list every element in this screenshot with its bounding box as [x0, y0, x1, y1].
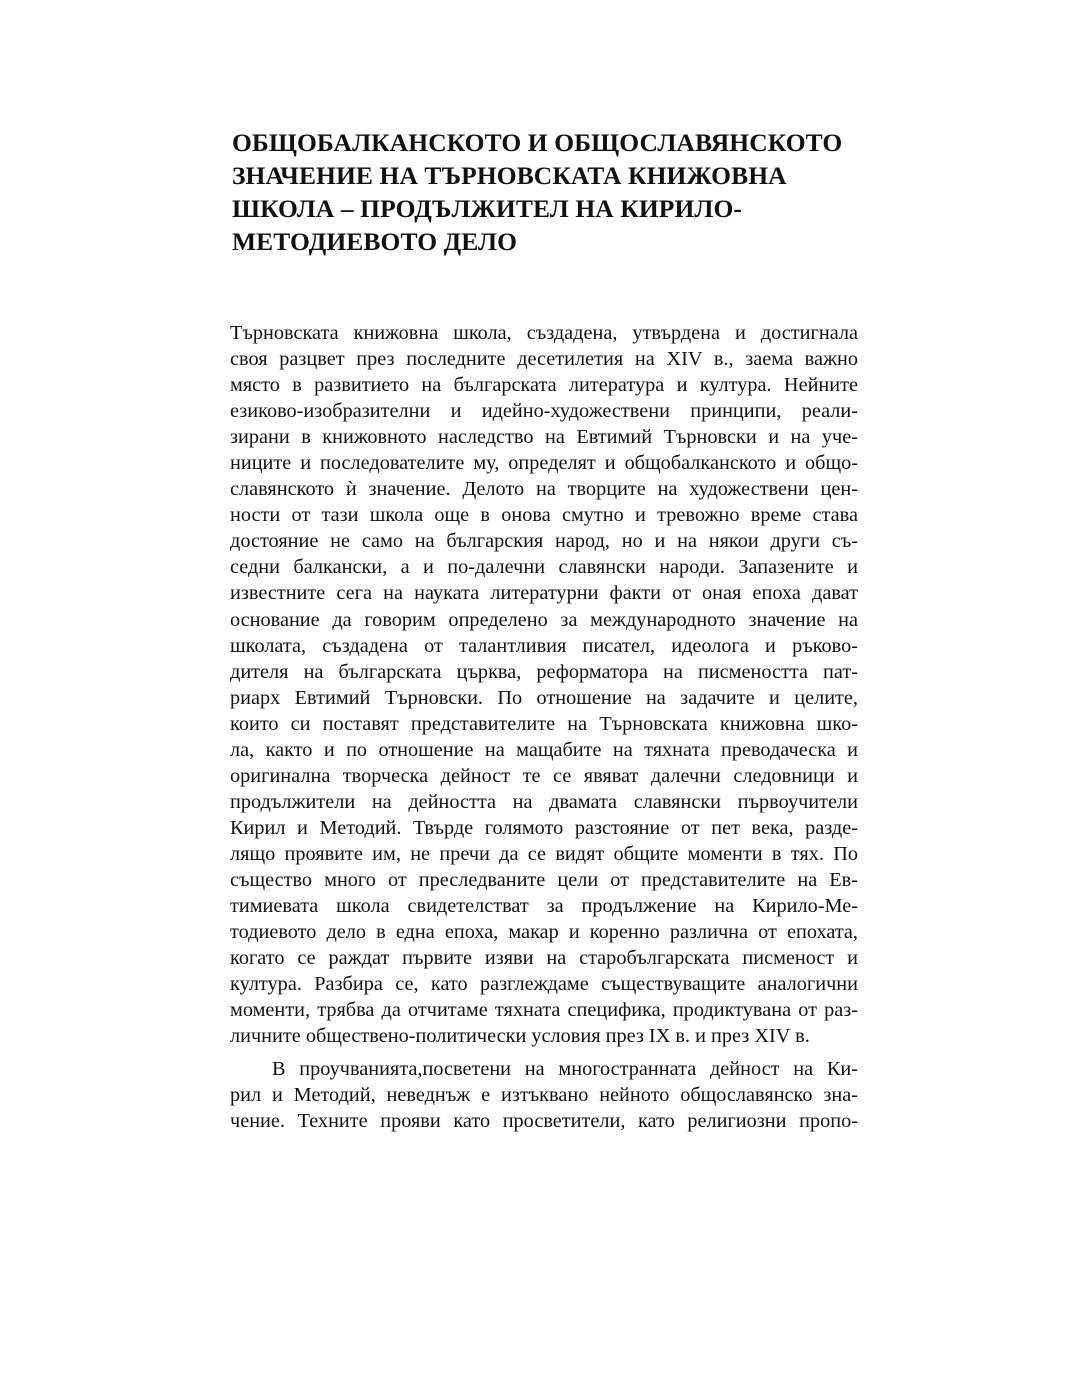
text-line: ности от тази школа още в онова смутно и тревожно време става	[230, 504, 858, 527]
text-line: риарх Евтимий Търновски. По отношение на задачите и целите,	[230, 686, 858, 709]
text-line: езиково-изобразителни и идейно-художествени принципи, реали-	[230, 400, 858, 423]
chapter-title	[232, 126, 852, 258]
text-line: школата, създадена от талантливия писател, идеолога и ръково-	[230, 634, 858, 657]
chapter-title-line: ОБЩОБАЛКАНСКОТО И ОБЩОСЛАВЯНСКОТО	[232, 128, 843, 157]
text-line: култура. Разбира се, като разглеждаме съществуващите аналогични	[230, 973, 858, 996]
text-line: ла, както и по отношение на мащабите на тяхната преводаческа и	[230, 738, 858, 761]
text-line: Търновската книжовна школа, създадена, утвърдена и достигнала	[230, 322, 858, 344]
text-line: когато се раждат първите изяви на старобългарската писменост и	[230, 947, 858, 970]
chapter-title-line: МЕТОДИЕВОТО ДЕЛО	[232, 227, 518, 256]
text-line: чение. Техните прояви като просветители, като религиозни пропо-	[230, 1110, 858, 1133]
paragraph-gap	[230, 1049, 858, 1056]
text-line: известните сега на науката литературни факти от оная епоха дават	[230, 582, 858, 605]
text-line: които си поставят представителите на Търновската книжовна шко-	[230, 712, 858, 735]
text-line: моменти, трябва да отчитаме тяхната специфика, продиктувана от раз-	[230, 999, 858, 1022]
text-line: тодиевото дело в една епоха, макар и коренно различна от епохата,	[230, 921, 858, 944]
paragraph-1	[230, 320, 858, 1049]
text-line: основание да говорим определено за международното значение на	[230, 608, 858, 631]
text-line: ниците и последователите му, определят и общобалканското и общо-	[230, 452, 858, 475]
text-line: тимиевата школа свидетелстват за продължение на Кирило-Ме-	[230, 895, 858, 918]
text-line: рил и Методий, неведнъж е изтъквано нейното общославянско зна-	[230, 1084, 858, 1107]
text-line: своя разцвет през последните десетилетия на XIV в., заема важно	[230, 348, 858, 371]
text-line: продължители на дейността на двамата славянски първоучители	[230, 790, 858, 813]
text-line: Кирил и Методий. Твърде голямото разстояние от пет века, разде-	[230, 816, 858, 839]
text-line: достояние не само на българския народ, но и на някои други съ-	[230, 530, 858, 553]
chapter-title-line: ШКОЛА – ПРОДЪЛЖИТЕЛ НА КИРИЛО-	[232, 194, 743, 223]
chapter-title-line: ЗНАЧЕНИЕ НА ТЪРНОВСКАТА КНИЖОВНА	[232, 161, 787, 190]
text-line: оригинална творческа дейност те се явяват далечни следовници и	[230, 764, 858, 787]
text-line: дителя на българската църква, реформатора на писмеността пат-	[230, 660, 858, 683]
body-text	[230, 320, 858, 1134]
text-line: същество много от преследваните цели от представителите на Ев-	[230, 868, 858, 891]
text-line: В проучванията,посветени на многостранната дейност на Ки-	[272, 1058, 858, 1081]
text-line: седни балкански, а и по-далечни славянски народи. Запазените и	[230, 556, 858, 579]
paragraph-2	[230, 1056, 858, 1134]
text-line: славянското ѝ значение. Делото на творците на художествени цен-	[230, 478, 858, 501]
text-line: лящо проявите им, не пречи да се видят общите моменти в тях. По	[230, 842, 858, 865]
text-line: личните обществено-политически условия през IX в. и през XIV в.	[230, 1025, 810, 1048]
text-line: място в развитието на българската литература и култура. Нейните	[230, 374, 858, 397]
text-line: зирани в книжовното наследство на Евтимий Търновски и на уче-	[230, 426, 858, 449]
